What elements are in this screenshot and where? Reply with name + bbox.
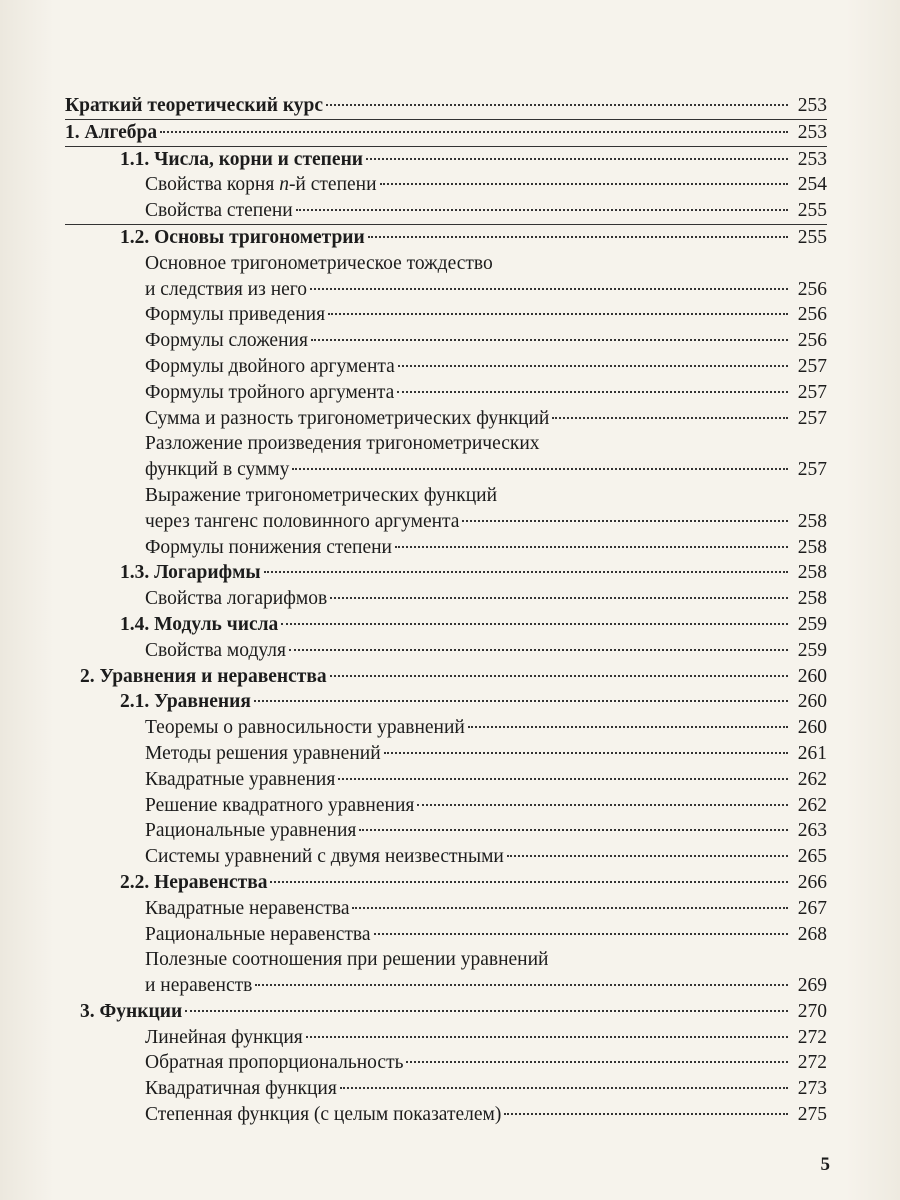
toc-entry-title: функций в сумму [145, 459, 290, 481]
toc-entry-page: 254 [797, 174, 827, 196]
toc-entry [65, 1102, 827, 1128]
toc-entry-page: 270 [797, 1000, 827, 1022]
dot-leader [384, 752, 788, 754]
toc-entry-title: Формулы сложения [145, 330, 308, 352]
dot-leader [330, 597, 788, 599]
page-number: 5 [820, 1154, 830, 1175]
toc-entry-page: 260 [797, 691, 827, 713]
toc-entry-title: 2.1. Уравнения [120, 691, 251, 713]
dot-leader [310, 288, 788, 290]
toc-entry-page: 258 [797, 562, 827, 584]
toc-entry-page: 272 [797, 1026, 827, 1048]
toc-entry-page: 263 [797, 820, 827, 842]
toc-entry [65, 741, 827, 767]
dot-leader [338, 778, 788, 780]
toc-entry [65, 509, 827, 535]
toc-entry-title: Квадратичная функция [145, 1078, 337, 1100]
toc-entry-page: 256 [797, 330, 827, 352]
toc-entry [65, 870, 827, 896]
dot-leader [366, 158, 788, 160]
toc-entry [65, 120, 827, 146]
toc-entry-page: 256 [797, 278, 827, 300]
toc-entry-title: и неравенств [145, 975, 253, 997]
toc-entry-title: Линейная функция [145, 1026, 303, 1048]
toc-entry [65, 1076, 827, 1102]
toc-entry-page: 262 [797, 794, 827, 816]
toc-entry [65, 172, 827, 198]
dot-leader [504, 1113, 788, 1115]
toc-entry-title: Свойства модуля [145, 639, 286, 661]
toc-entry-page: 257 [797, 407, 827, 429]
dot-leader [417, 804, 788, 806]
toc-entry-title: Краткий теоретический курс [65, 95, 324, 116]
toc-entry-page: 275 [797, 1104, 827, 1126]
toc-entry [65, 380, 827, 406]
toc-entry-title: Формулы тройного аргумента [145, 381, 395, 403]
toc-entry-page: 258 [797, 536, 827, 558]
dot-leader [552, 417, 788, 419]
toc-entry-title: Теоремы о равносильности уравнений [145, 717, 465, 739]
toc-entry-page: 253 [797, 121, 827, 143]
toc-entry [65, 302, 827, 328]
toc-entry [65, 225, 827, 251]
toc-entry [65, 973, 827, 999]
dot-leader [306, 1036, 788, 1038]
dot-leader [395, 546, 788, 548]
toc-entry-title: Свойства логарифмов [145, 588, 328, 610]
dot-leader [292, 468, 788, 470]
toc-entry [65, 535, 827, 561]
toc-entry [65, 664, 827, 690]
toc-entry-page: 257 [797, 381, 827, 403]
toc-entry-title: и следствия из него [145, 278, 308, 300]
toc-entry [65, 457, 827, 483]
toc-entry-title: Квадратные неравенства [145, 897, 350, 919]
dot-leader [160, 131, 788, 133]
toc-entry-page: 273 [797, 1078, 827, 1100]
toc-entry-page: 260 [797, 717, 827, 739]
dot-leader [254, 700, 788, 702]
dot-leader [374, 933, 788, 935]
toc-entry-page: 257 [797, 355, 827, 377]
toc-entry-title: Формулы понижения степени [145, 536, 392, 558]
toc-entry-title: Свойства корня n-й степени [145, 174, 377, 196]
toc-entry-title: Рациональные уравнения [145, 820, 357, 842]
toc-entry [65, 896, 827, 922]
toc-entry [65, 947, 827, 973]
toc-entry-page: 272 [797, 1052, 827, 1074]
toc-entry-page: 256 [797, 304, 827, 326]
toc-entry-title: 1.3. Логарифмы [120, 562, 261, 584]
dot-leader [468, 726, 788, 728]
toc-entry [65, 586, 827, 612]
toc-entry [65, 93, 827, 119]
toc-entry-title: Решение квадратного уравнения [145, 794, 415, 816]
dot-leader [462, 520, 788, 522]
toc-entry [65, 612, 827, 638]
dot-leader [368, 236, 788, 238]
toc-entry [65, 277, 827, 303]
toc-entry [65, 793, 827, 819]
dot-leader [340, 1087, 788, 1089]
dot-leader [398, 365, 788, 367]
toc-entry-page: 255 [797, 200, 827, 222]
dot-leader [380, 183, 788, 185]
toc-entry-page: 258 [797, 510, 827, 532]
dot-leader [255, 984, 788, 986]
toc-entry-title: Разложение произведения тригонометрических [145, 433, 540, 455]
toc-entry [65, 999, 827, 1025]
toc-entry [65, 560, 827, 586]
toc-entry-title: 2.2. Неравенства [120, 871, 268, 893]
toc-entry [65, 689, 827, 715]
dot-leader [326, 104, 788, 106]
table-of-contents [65, 93, 827, 1128]
toc-entry [65, 406, 827, 432]
toc-entry-page: 258 [797, 588, 827, 610]
toc-entry-title: Формулы приведения [145, 304, 326, 326]
toc-entry [65, 922, 827, 948]
toc-entry-page: 257 [797, 459, 827, 481]
toc-entry [65, 1025, 827, 1051]
toc-entry-page: 268 [797, 923, 827, 945]
toc-entry-title: 1.4. Модуль числа [120, 613, 279, 635]
toc-entry-title: Обратная пропорциональность [145, 1052, 404, 1074]
dot-leader [264, 571, 788, 573]
dot-leader [281, 623, 788, 625]
dot-leader [507, 855, 788, 857]
dot-leader [328, 313, 788, 315]
toc-entry-title: Степенная функция (с целым показателем) [145, 1104, 502, 1126]
dot-leader [359, 829, 788, 831]
toc-entry-title: 1. Алгебра [65, 121, 158, 143]
toc-entry [65, 198, 827, 224]
toc-entry-title: Формулы двойного аргумента [145, 355, 395, 377]
toc-entry-page: 265 [797, 846, 827, 868]
toc-entry-page: 253 [797, 95, 827, 116]
toc-entry-title: Основное тригонометрическое тождество [145, 252, 493, 274]
toc-entry [65, 767, 827, 793]
toc-entry-title: Рациональные неравенства [145, 923, 371, 945]
toc-entry [65, 354, 827, 380]
dot-leader [270, 881, 788, 883]
dot-leader [406, 1061, 788, 1063]
dot-leader [352, 907, 788, 909]
toc-entry-title: Выражение тригонометрических функций [145, 484, 497, 506]
toc-entry-page: 269 [797, 975, 827, 997]
toc-entry-title: Системы уравнений с двумя неизвестными [145, 846, 504, 868]
toc-entry-title: Свойства степени [145, 200, 293, 222]
toc-entry-page: 261 [797, 742, 827, 764]
toc-entry-title: 1.2. Основы тригонометрии [120, 226, 365, 248]
toc-entry-title: 2. Уравнения и неравенства [80, 665, 327, 687]
toc-entry [65, 844, 827, 870]
toc-entry-page: 253 [797, 148, 827, 170]
toc-entry-title: 1.1. Числа, корни и степени [120, 148, 364, 170]
toc-entry-title: Полезные соотношения при решении уравнений [145, 949, 549, 971]
toc-entry [65, 818, 827, 844]
dot-leader [330, 675, 788, 677]
toc-entry-title: 3. Функции [80, 1000, 183, 1022]
toc-entry-title: через тангенс половинного аргумента [145, 510, 460, 532]
dot-leader [296, 209, 788, 211]
toc-entry-page: 259 [797, 613, 827, 635]
toc-entry [65, 328, 827, 354]
toc-entry-page: 266 [797, 871, 827, 893]
toc-entry [65, 483, 827, 509]
toc-entry-page: 259 [797, 639, 827, 661]
toc-entry-title: Методы решения уравнений [145, 742, 381, 764]
toc-entry [65, 638, 827, 664]
toc-entry-title: Сумма и разность тригонометрических функций [145, 407, 550, 429]
dot-leader [397, 391, 788, 393]
toc-entry [65, 1050, 827, 1076]
toc-entry-page: 255 [797, 226, 827, 248]
dot-leader [311, 339, 788, 341]
toc-entry [65, 715, 827, 741]
toc-entry-page: 260 [797, 665, 827, 687]
toc-entry [65, 251, 827, 277]
dot-leader [289, 649, 788, 651]
toc-entry [65, 147, 827, 173]
dot-leader [185, 1010, 788, 1012]
toc-entry-page: 262 [797, 768, 827, 790]
toc-entry [65, 431, 827, 457]
toc-entry-page: 267 [797, 897, 827, 919]
toc-entry-title: Квадратные уравнения [145, 768, 336, 790]
